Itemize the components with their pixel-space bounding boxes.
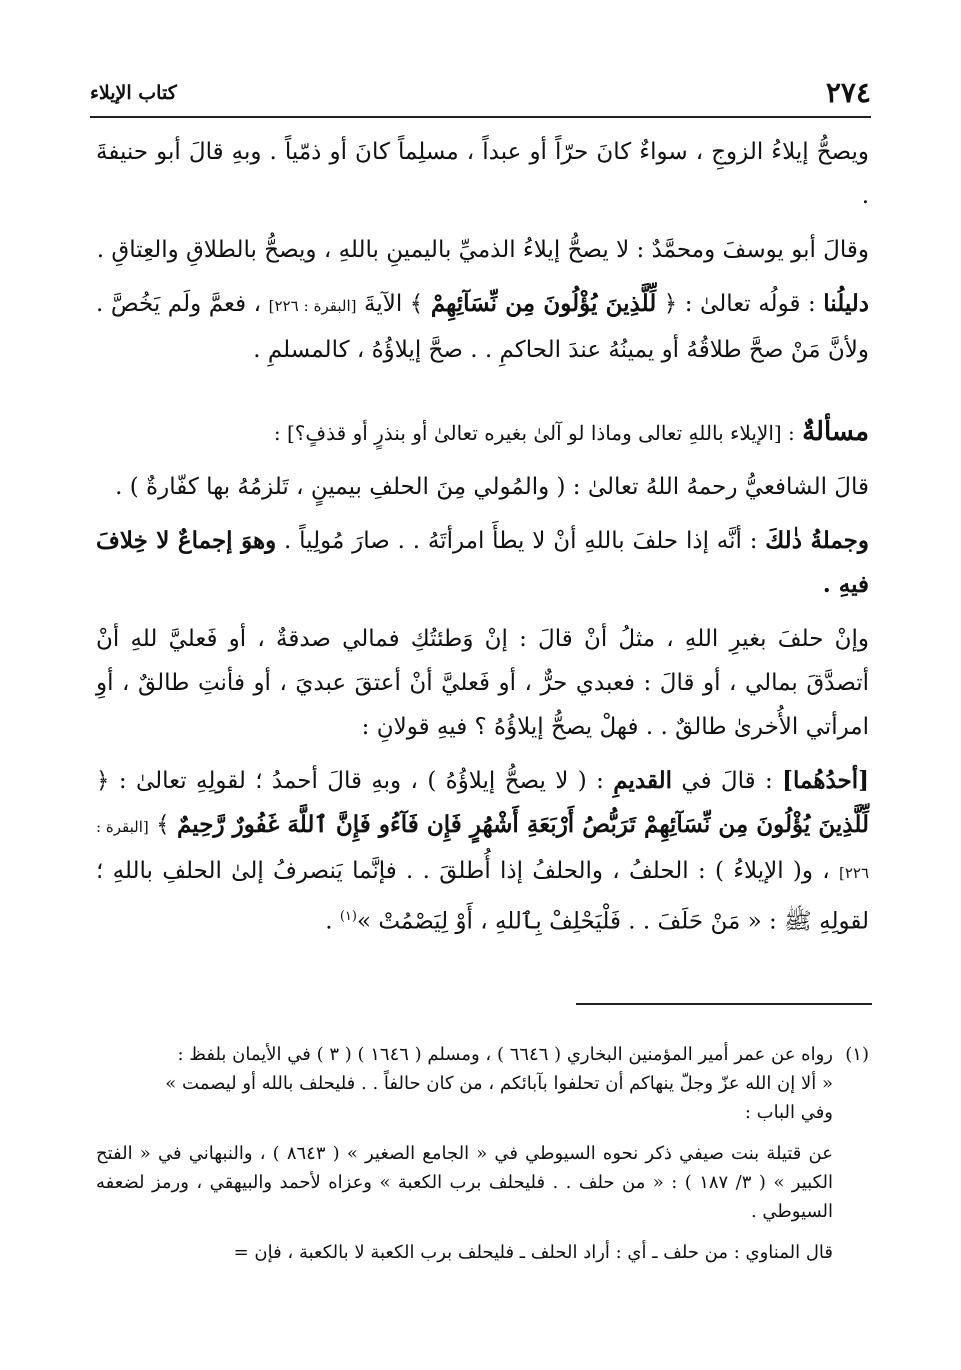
consensus-text: وهوَ إجماعٌ لا خِلافَ فيهِ . xyxy=(96,527,869,598)
footnote-1 xyxy=(96,1040,869,1127)
page-number: ٢٧٤ xyxy=(825,76,871,109)
footnote-1-line-3: وفي الباب : xyxy=(744,1102,833,1123)
paragraph-first-opinion xyxy=(96,759,869,944)
paragraph-oath xyxy=(96,617,869,749)
quran-verse-full: لِّلَّذِينَ يُؤْلُونَ مِن نِّسَآئِهِمْ تَرَبُّصُ أَرْبَعَةِ أَشْهُرٍ فَإِن فَآءُو فَإِنَّ ٱللَّهَ غَفُورٌ رَّحِيمٌ xyxy=(177,811,869,838)
footnote-3-text: قال المناوي : من حلف ـ أي : أراد الحلف ـ فليحلف برب الكعبة لا بالكعبة ، فإن = xyxy=(233,1242,833,1263)
footnotes xyxy=(96,1040,869,1279)
evidence-text-b: ﴾ الآيةَ xyxy=(364,291,424,317)
first-opinion-a: : قالَ في xyxy=(681,768,773,794)
chapter-title: كتاب الإيلاء xyxy=(90,82,177,104)
footnote-number: (١) xyxy=(845,1044,869,1065)
footnote-2 xyxy=(96,1139,869,1226)
main-text xyxy=(96,130,869,954)
footnote-1-line-1: رواه عن عمر أمير المؤمنين البخاري ( ٦٦٤٦ ) ، ومسلم ( ١٦٤٦ ) ( ٣ ) في الأيمان بلفظ : xyxy=(177,1044,833,1065)
evidence-text-c: ، فعمَّ ولَم يَخُصَّ . ولأنَّ مَنْ صحَّ طلاقُهُ أو يمينُهُ عندَ الحاكمِ . . صحَّ إيلاؤُهُ ، كالمسلمِ . xyxy=(96,291,869,363)
evidence-text-a: : قولُه تعالىٰ : ﴿ xyxy=(663,291,816,317)
paragraph-1 xyxy=(96,130,869,218)
verse-reference: [البقرة : ٢٢٦] xyxy=(268,297,357,315)
footnote-separator xyxy=(576,1003,872,1005)
verse-reference-2: [البقرة : ٢٢٦] xyxy=(96,818,870,882)
running-header xyxy=(90,70,871,118)
masala-title: : [الإيلاء باللهِ تعالى وماذا لو آلىٰ بغيره تعالىٰ أو بنذرٍ أو قذفٍ؟] : xyxy=(273,421,795,445)
masala-heading xyxy=(96,410,869,455)
paragraph-shafii xyxy=(96,465,869,509)
evidence-label: دليلُنا xyxy=(823,290,870,317)
footnote-1-line-2: « ألا إن الله عزّ وجلّ ينهاكم أن تحلفوا بآبائكم ، من كان حالفاً . . فليحلف بالله أو ليصمت » xyxy=(165,1073,833,1094)
old-doctrine-label: القديمِ xyxy=(613,767,673,794)
first-opinion-e: ، و( الإيلاءُ ) : الحلفُ ، والحلفُ إذا أُطلقَ . . فإنَّما يَنصرفُ إلىٰ الحلفِ باللهِ ؛ لقولِهِ ﷺ : « مَنْ حَلَفَ . . فَلْيَحْلِفْ بِٱللهِ ، أَوْ لِيَصْمُتْ » xyxy=(96,858,869,935)
footnote-marker[interactable]: (١) xyxy=(339,909,357,924)
first-opinion-d: ﴾ xyxy=(156,812,170,838)
p4-text: قالَ الشافعيُّ رحمهُ اللهُ تعالىٰ : ( والمُولي مِنَ الحلفِ بيمينٍ ، تَلزمُهُ بها كفّارةٌ ) . xyxy=(115,474,869,500)
first-opinion-end: . xyxy=(325,908,333,935)
paragraph-2 xyxy=(96,228,869,272)
quran-verse: لِّلَّذِينَ يُؤْلُونَ مِن نِّسَآئِهِمْ xyxy=(430,290,657,317)
first-opinion-label: [أحدُهُما] xyxy=(782,767,870,794)
p1-text: ويصحُّ إيلاءُ الزوجِ ، سواءٌ كانَ حرّاً أو عبداً ، مسلِماً كانَ أو ذمّياً . وبهِ قالَ أبو حنيفةَ . xyxy=(96,139,869,209)
summary-text: : أنَّه إذا حلفَ باللهِ أنْ لا يطأَ امرأتَهُ . . صارَ مُولِياً . xyxy=(284,528,758,554)
p2-text: وقالَ أبو يوسفَ ومحمَّدٌ : لا يصحُّ إيلاءُ الذميِّ باليمينِ باللهِ ، ويصحُّ بالطلاقِ والعِتاقِ . xyxy=(96,237,869,263)
p6-text: وإنْ حلفَ بغيرِ اللهِ ، مثلُ أنْ قالَ : إنْ وَطئتُكِ فمالي صدقةٌ ، أو فَعليَّ للهِ أنْ أتصدَّقَ بمالي ، أو قالَ : فعبدي حرٌّ ، أو فَعليَّ أنْ أعتقَ عبديَ ، أو فأنتِ طالقٌ ، أوِ امرأتي الأُخرىٰ طالقٌ . . فهلْ يصحُّ إيلاؤُهُ ؟ فيهِ قولانِ : xyxy=(96,626,869,740)
masala-label: مسألةٌ xyxy=(802,417,869,447)
paragraph-evidence xyxy=(96,282,869,372)
footnote-3 xyxy=(96,1238,869,1267)
summary-label: وجملةُ ذٰلكَ xyxy=(765,527,870,554)
paragraph-summary xyxy=(96,519,869,607)
footnote-2-text: عن قتيلة بنت صيفي ذكر نحوه السيوطي في « الجامع الصغير » ( ٨٦٤٣ ) ، والنبهاني في « الفتح الكبير » ( ٣/ ١٨٧ ) : « من حلف . . فليحلف برب الكعبة » وعزاه لأحمد والبيهقي ، ورمز لضعفه السيوطي . xyxy=(96,1143,834,1222)
first-opinion-c: : ( لا يصحُّ إيلاؤُهُ ) ، وبهِ قالَ أحمدُ ؛ لقولِهِ تعالىٰ : ﴿ xyxy=(96,768,604,794)
